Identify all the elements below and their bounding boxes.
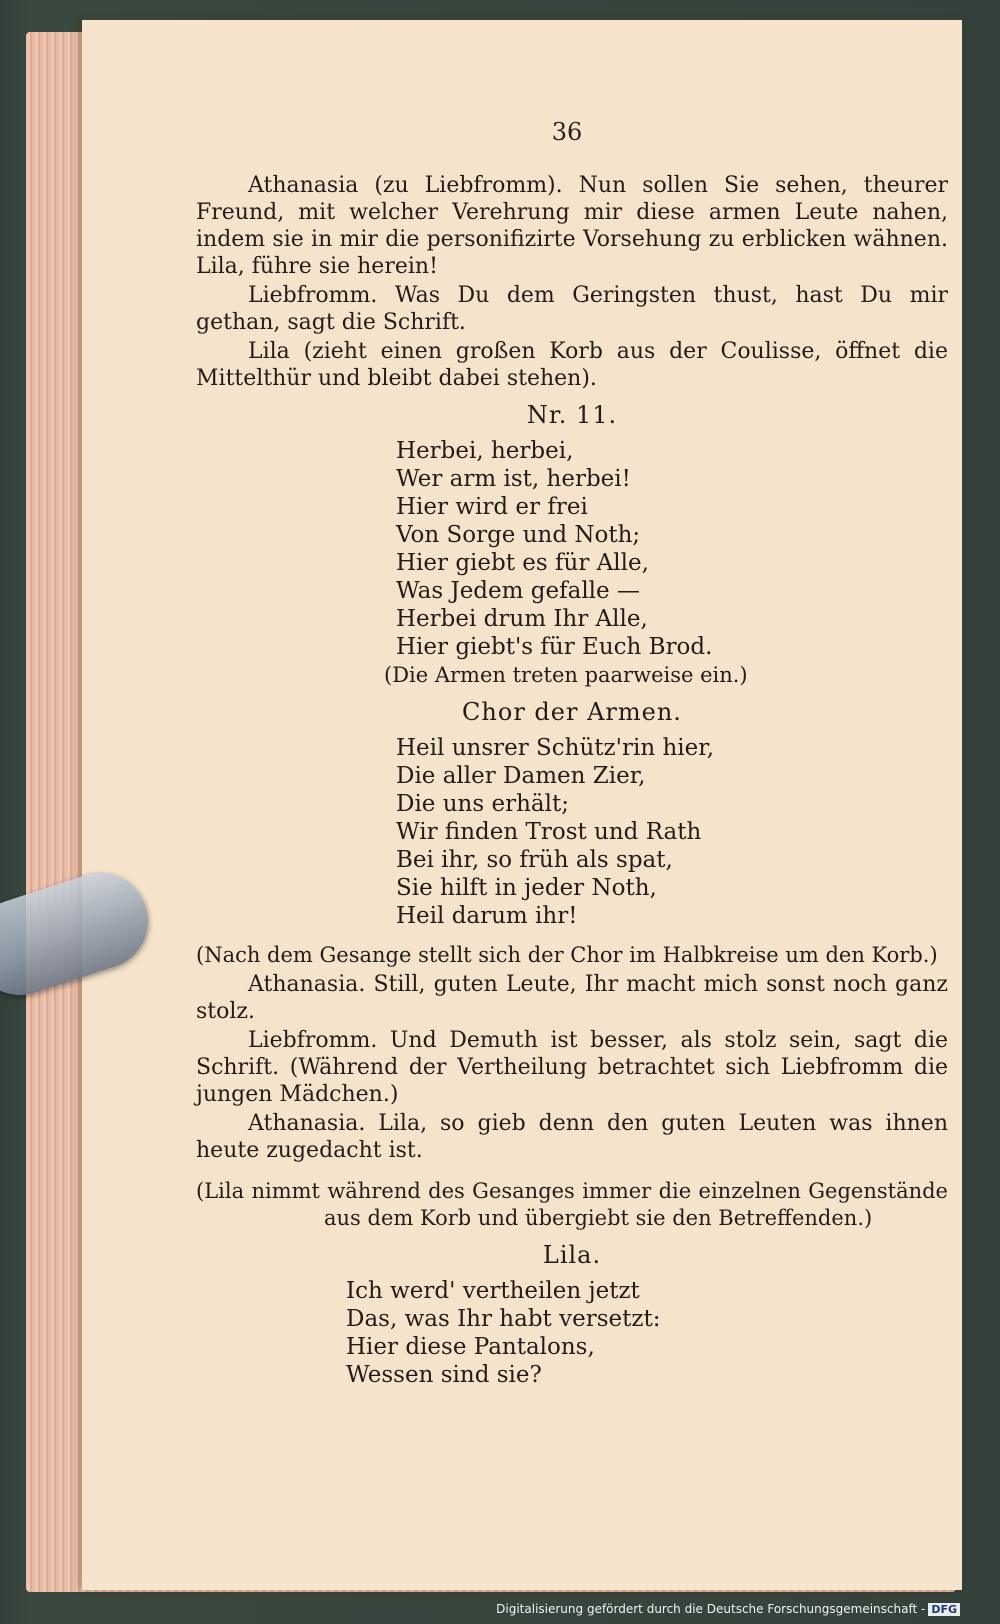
dialog-athanasia-2: Athanasia. Lila, so gieb denn den guten Leuten was ihnen heute zugedacht ist.	[196, 1111, 948, 1163]
lila-heading: Lila.	[542, 1241, 602, 1269]
dialog-athanasia: Athanasia. Still, guten Leute, Ihr macht mich sonst noch ganz stolz.	[196, 972, 948, 1024]
verse-line: Die uns erhält;	[396, 791, 569, 817]
verse-line: Die aller Damen Zier,	[396, 763, 646, 789]
dfg-logo: DFG	[928, 1603, 960, 1616]
verse-line: Hier giebt's für Euch Brod.	[396, 634, 713, 660]
verse-line: Heil darum ihr!	[396, 903, 578, 929]
verse-line: Heil unsrer Schütz'rin hier,	[396, 735, 715, 761]
verse-line: Wir finden Trost und Rath	[396, 819, 702, 845]
dialog-liebfromm: Liebfromm. Und Demuth ist besser, als stolz sein, sagt die Schrift. (Während der Vertheilung betrachtet sich Liebfromm die jungen Mädchen.)	[196, 1028, 948, 1107]
lila-verse	[346, 1277, 948, 1389]
stage-direction: (Lila nimmt während des Gesanges immer die einzelnen Gegenstände aus dem Korb und übergiebt sie den Betreffenden.)	[196, 1179, 948, 1230]
number-heading: Nr. 11.	[526, 401, 618, 429]
stage-direction: (Nach dem Gesange stellt sich der Chor im Halbkreise um den Korb.)	[196, 943, 938, 967]
verse-line: Wer arm ist, herbei!	[396, 466, 631, 492]
page-text	[196, 172, 948, 1389]
paragraph-athanasia: Athanasia (zu Liebfromm). Nun sollen Sie sehen, theurer Freund, mit welcher Verehrung mir diese armen Leute nahen, indem sie in mir die personifizirte Vorsehung zu erblicken wähnen. Lila, führe sie herein!	[196, 173, 948, 279]
verse-line: Hier diese Pantalons,	[346, 1334, 595, 1360]
digitization-footer	[496, 1602, 960, 1616]
paragraph-lila: Lila (zieht einen großen Korb aus der Coulisse, öffnet die Mittelthür und bleibt dabei stehen).	[196, 339, 948, 391]
verse-line: Von Sorge und Noth;	[396, 522, 641, 548]
verse-line: Hier giebt es für Alle,	[396, 550, 649, 576]
verse-line: Herbei drum Ihr Alle,	[396, 606, 648, 632]
verse-line: Was Jedem gefalle —	[396, 578, 640, 604]
chorus-verse	[396, 734, 948, 930]
verse-line: Hier wird er frei	[396, 494, 588, 520]
song-verse	[396, 437, 948, 661]
page-number: 36	[551, 118, 583, 146]
verse-line: Wessen sind sie?	[346, 1362, 542, 1388]
verse-line: Das, was Ihr habt versetzt:	[346, 1306, 661, 1332]
paragraph-liebfromm: Liebfromm. Was Du dem Geringsten thust, hast Du mir gethan, sagt die Schrift.	[196, 283, 948, 335]
chorus-heading: Chor der Armen.	[462, 698, 682, 726]
verse-line: Ich werd' vertheilen jetzt	[346, 1278, 640, 1304]
verse-line: Sie hilft in jeder Noth,	[396, 875, 657, 901]
stage-direction: (Die Armen treten paarweise ein.)	[384, 663, 748, 687]
verse-line: Bei ihr, so früh als spat,	[396, 847, 673, 873]
verse-line: Herbei, herbei,	[396, 438, 574, 464]
footer-text: Digitalisierung gefördert durch die Deutsche Forschungsgemeinschaft -	[496, 1602, 926, 1616]
